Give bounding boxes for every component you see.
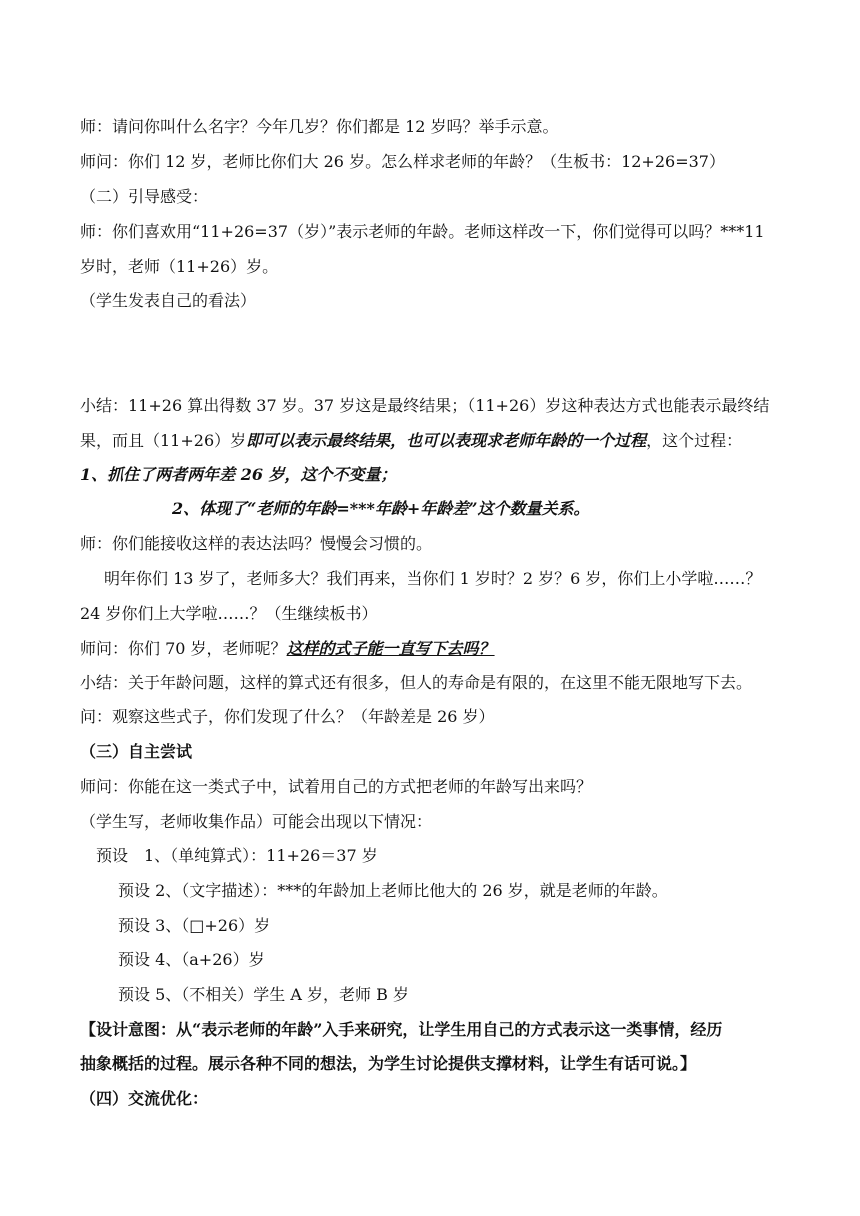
- dialogue-next-year-cont: 24 岁你们上大学啦……？（生继续板书）: [80, 604, 378, 623]
- student-discussion-note: （学生发表自己的看法）: [80, 291, 257, 310]
- design-intent-line-1: 【设计意图：从“表示老师的年龄”入手来研究，让学生用自己的方式表示这一类事情，经历: [80, 1020, 723, 1039]
- dialogue-expression: 师：你们喜欢用“11+26=37（岁）”表示老师的年龄。老师这样改一下，你们觉得可以吗？***11: [80, 222, 765, 241]
- design-intent-line-2: 抽象概括的过程。展示各种不同的想法，为学生讨论提供支撑材料，让学生有话可说。】: [80, 1054, 697, 1073]
- summary-text: 果，而且（11+26）岁: [80, 431, 247, 450]
- preset-3: 预设 3、（□+26）岁: [118, 916, 271, 935]
- dialogue-teacher-question: 师：请问你叫什么名字？今年几岁？你们都是 12 岁吗？举手示意。: [80, 117, 559, 136]
- summary-line-1: 小结：11+26 算出得数 37 岁。37 岁这是最终结果；（11+26）岁这种表达方式也能表示最终结: [80, 396, 770, 415]
- summary-emphasis: 即可以表示最终结果，也可以表现求老师年龄的一个过程: [246, 431, 647, 450]
- summary-lifespan: 小结：关于年龄问题，这样的算式还有很多，但人的寿命是有限的，在这里不能无限地写下去。: [80, 673, 753, 692]
- section-heading-3: （三）自主尝试: [80, 742, 193, 761]
- section-heading-2: （二）引导感受：: [80, 187, 209, 206]
- preset-4: 预设 4、（a+26）岁: [118, 950, 265, 969]
- student-work-note: （学生写，老师收集作品）可能会出现以下情况：: [80, 812, 433, 831]
- dialogue-try: 师问：你能在这一类式子中，试着用自己的方式把老师的年龄写出来吗？: [80, 777, 593, 796]
- summary-text-end: ，这个过程：: [646, 431, 743, 450]
- dialogue-accept: 师：你们能接收这样的表达法吗？慢慢会习惯的。: [80, 534, 433, 553]
- section-heading-4: （四）交流优化：: [80, 1089, 209, 1108]
- dialogue-next-year: 明年你们 13 岁了，老师多大？我们再来，当你们 1 岁时？2 岁？6 岁，你们上小学啦……？: [104, 569, 762, 588]
- preset-1: 预设 1、（单纯算式）：11+26＝37 岁: [96, 846, 378, 865]
- question-text: 师问：你们 70 岁，老师呢？: [80, 639, 287, 658]
- key-point-2: 2、体现了“老师的年龄=***年龄+年龄差”这个数量关系。: [172, 499, 590, 518]
- dialogue-teacher-age-question: 师问：你们 12 岁，老师比你们大 26 岁。怎么样求老师的年龄？（生板书：12+26=37）: [80, 152, 725, 171]
- summary-line-2: [80, 430, 782, 452]
- dialogue-expression-cont: 岁时，老师（11+26）岁。: [80, 257, 279, 276]
- preset-5: 预设 5、（不相关）学生 A 岁，老师 B 岁: [118, 985, 409, 1004]
- key-point-1: 1、抓住了两者两年差 26 岁，这个不变量；: [80, 465, 397, 484]
- dialogue-seventy: [80, 638, 782, 660]
- question-observe: 问：观察这些式子，你们发现了什么？（年龄差是 26 岁）: [80, 707, 495, 726]
- question-emphasis: 这样的式子能一直写下去吗？: [286, 639, 495, 658]
- preset-2: 预设 2、（文字描述）：***的年龄加上老师比他大的 26 岁，就是老师的年龄。: [118, 881, 668, 900]
